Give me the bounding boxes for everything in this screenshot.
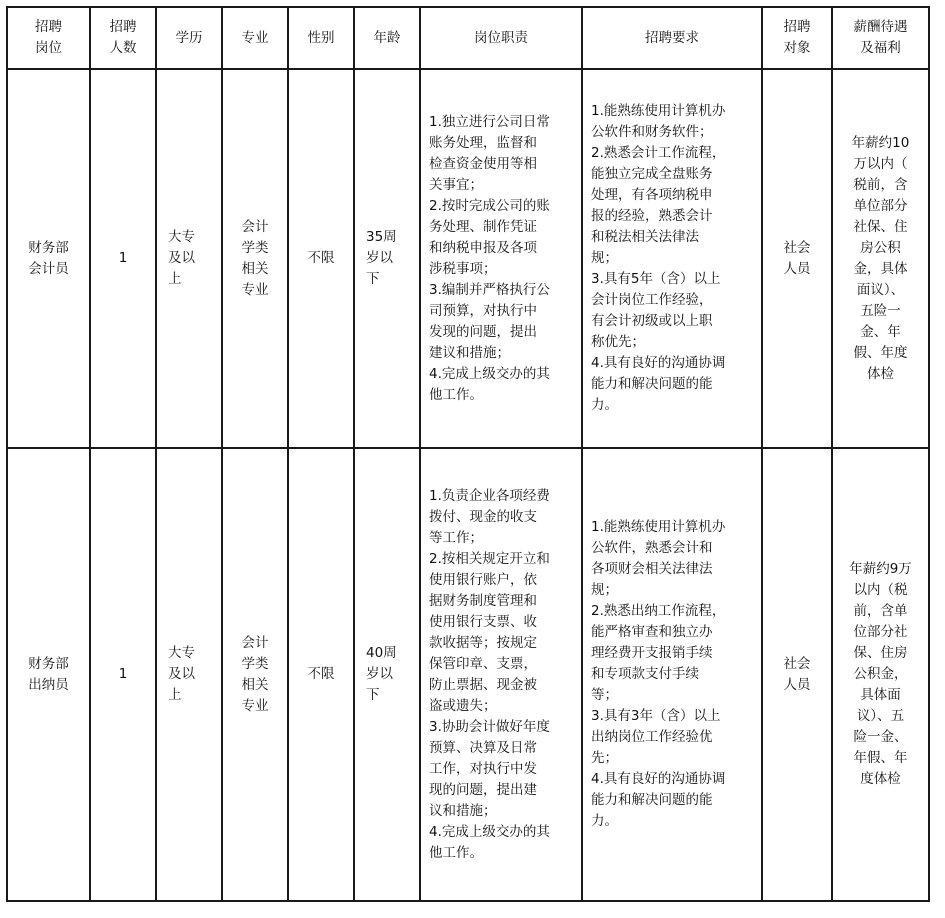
header-gender: 性别 [288,7,354,69]
cell-major: 会计 学类 相关 专业 [222,69,288,448]
header-duties: 岗位职责 [420,7,582,69]
cell-age: 35周 岁以 下 [354,69,420,448]
cell-requirements: 1.能熟练使用计算机办 公软件和财务软件； 2.熟悉会计工作流程， 能独立完成全盘账务 处理，有各项纳税申 报的经验，熟悉会计 和税法相关法律法 规； 3.具有5年（含）以上 会计岗位工作经验， 有会计初级或以上职 称优先； 4.具有良好的沟通协调 能力和解决问题的能 力。 [582,69,762,448]
cell-education: 大专 及以 上 [156,69,222,448]
cell-count: 1 [90,69,156,448]
header-major: 专业 [222,7,288,69]
header-row [7,7,929,69]
cell-position: 财务部 会计员 [7,69,90,448]
cell-major: 会计 学类 相关 专业 [222,448,288,901]
cell-duties: 1.负责企业各项经费 拨付、现金的收支 等工作； 2.按相关规定开立和 使用银行账户，依 据财务制度管理和 使用银行支票、收 款收据等；按规定 保管印章、支票， 防止票据、现金被 盗或遗失； 3.协助会计做好年度 预算、决算及日常 工作，对执行中发 现的问题，提出建 议和措施； 4.完成上级交办的其 他工作。 [420,448,582,901]
header-education: 学历 [156,7,222,69]
header-count: 招聘 人数 [90,7,156,69]
header-requirements: 招聘要求 [582,7,762,69]
table-row [7,448,929,901]
cell-count: 1 [90,448,156,901]
table-row [7,69,929,448]
header-target: 招聘 对象 [762,7,832,69]
cell-requirements: 1.能熟练使用计算机办 公软件，熟悉会计和 各项财会相关法律法 规； 2.熟悉出纳工作流程， 能严格审查和独立办 理经费开支报销手续 和专项款支付手续 等； 3.具有3年（含）以上 出纳岗位工作经验优 先； 4.具有良好的沟通协调 能力和解决问题的能 力。 [582,448,762,901]
cell-duties: 1.独立进行公司日常 账务处理，监督和 检查资金使用等相 关事宜； 2.按时完成公司的账 务处理、制作凭证 和纳税申报及各项 涉税事项； 3.编制并严格执行公 司预算，对执行中 发现的问题，提出 建议和措施； 4.完成上级交办的其 他工作。 [420,69,582,448]
cell-target: 社会 人员 [762,69,832,448]
cell-education: 大专 及以 上 [156,448,222,901]
header-salary: 薪酬待遇 及福利 [832,7,929,69]
cell-gender: 不限 [288,448,354,901]
cell-gender: 不限 [288,69,354,448]
recruitment-table [6,6,930,902]
cell-salary: 年薪约10 万以内（ 税前，含 单位部分 社保、住 房公积 金，具体 面议）、 五险一 金、年 假、年度 体检 [832,69,929,448]
cell-salary: 年薪约9万 以内（税 前，含单 位部分社 保、住房 公积金， 具体面 议）、五 险一金、 年假、年 度体检 [832,448,929,901]
cell-age: 40周 岁以 下 [354,448,420,901]
header-age: 年龄 [354,7,420,69]
cell-position: 财务部 出纳员 [7,448,90,901]
cell-target: 社会 人员 [762,448,832,901]
header-position: 招聘 岗位 [7,7,90,69]
